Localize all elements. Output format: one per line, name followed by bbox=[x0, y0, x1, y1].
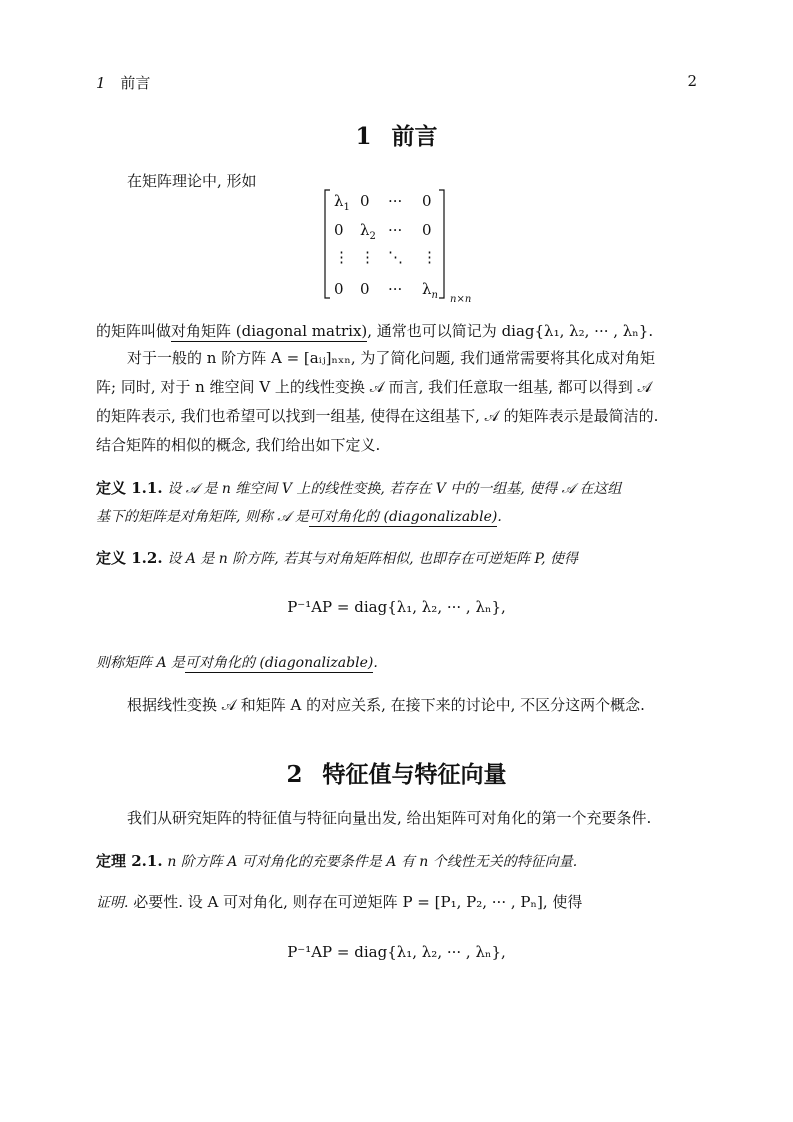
matrix-cell: 0 bbox=[422, 192, 432, 210]
matrix-cell: ··· bbox=[388, 280, 403, 298]
after-matrix-text-b: , 通常也可以简记为 diag{λ₁, λ₂, ··· , λₙ}. bbox=[367, 322, 654, 340]
definition-1-1-text-2: 基下的矩阵是对角矩阵, 则称 𝒜 是 bbox=[96, 509, 310, 525]
definition-1-1-text-end: . bbox=[497, 509, 502, 525]
definition-1-2-text-end: . bbox=[373, 655, 378, 671]
proof-label: 证明. bbox=[96, 895, 129, 911]
diag-matrix-definition-line bbox=[96, 320, 698, 341]
section-2-intro: 我们从研究矩阵的特征值与特征向量出发, 给出矩阵可对角化的第一个充要条件. bbox=[127, 809, 652, 827]
matrix-cell: ⋮ bbox=[360, 248, 375, 266]
theorem-2-1-label: 定理 2.1. bbox=[96, 852, 163, 870]
matrix-cell: ⋱ bbox=[388, 248, 403, 266]
matrix-cell: ⋮ bbox=[422, 248, 437, 266]
matrix-cell: $\lambda_1$ bbox=[334, 192, 350, 213]
matrix-cell: 0 bbox=[360, 192, 370, 210]
definition-1-2-label: 定义 1.2. bbox=[96, 549, 163, 567]
header-section-title: 前言 bbox=[120, 74, 151, 92]
section-1-intro: 在矩阵理论中, 形如 bbox=[127, 172, 257, 190]
definition-1-1-text-1: 设 𝒜 是 n 维空间 V 上的线性变换, 若存在 V 中的一组基, 使得 𝒜 在这组 bbox=[167, 481, 622, 497]
section-2-heading bbox=[0, 756, 793, 789]
section-1-number: 1 bbox=[355, 123, 372, 150]
matrix-cell: 0 bbox=[334, 280, 344, 298]
running-header-left bbox=[96, 72, 150, 93]
proof-text: 必要性. 设 A 可对角化, 则存在可逆矩阵 P = [P₁, P₂, ··· , Pₙ], 使得 bbox=[133, 893, 583, 911]
matrix-cell: 0 bbox=[360, 280, 370, 298]
diagonal-matrix bbox=[322, 188, 472, 306]
definition-1-2-line-1 bbox=[96, 547, 698, 568]
section-1-closing: 根据线性变换 𝒜 和矩阵 A 的对应关系, 在接下来的讨论中, 不区分这两个概念. bbox=[127, 696, 645, 714]
matrix-cell: $\lambda_n$ bbox=[422, 280, 438, 301]
definition-1-2-equation: P⁻¹AP = diag{λ₁, λ₂, ··· , λₙ}, bbox=[287, 598, 506, 616]
matrix-cell: ⋮ bbox=[334, 248, 349, 266]
matrix-cell: ··· bbox=[388, 192, 403, 210]
section-2-number: 2 bbox=[286, 761, 303, 788]
section-1-title: 前言 bbox=[391, 123, 438, 150]
matrix-cell: ··· bbox=[388, 221, 403, 239]
paragraph-2-line-2: 阵; 同时, 对于 n 维空间 V 上的线性变换 𝒜 而言, 我们任意取一组基, 都可以得到 𝒜 bbox=[96, 378, 652, 396]
term-diagonalizable-2: 可对角化的 (diagonalizable) bbox=[185, 655, 374, 671]
definition-1-1-line-2 bbox=[96, 506, 698, 526]
paragraph-2-line-3: 的矩阵表示, 我们也希望可以找到一组基, 使得在这组基下, 𝒜 的矩阵表示是最简洁的. bbox=[96, 407, 659, 425]
after-matrix-text-a: 的矩阵叫做 bbox=[96, 322, 172, 340]
definition-1-1-label: 定义 1.1. bbox=[96, 479, 163, 497]
term-diagonalizable-1: 可对角化的 (diagonalizable) bbox=[309, 509, 498, 525]
paragraph-2-line-4: 结合矩阵的相似的概念, 我们给出如下定义. bbox=[96, 436, 381, 454]
matrix-cell: 0 bbox=[422, 221, 432, 239]
page-number: 2 bbox=[687, 72, 697, 90]
theorem-2-1 bbox=[96, 850, 698, 871]
paragraph-2-line-1: 对于一般的 n 阶方阵 A = [aᵢⱼ]ₙₓₙ, 为了简化问题, 我们通常需要将其化成对角矩 bbox=[127, 349, 655, 367]
proof-line-1 bbox=[96, 891, 698, 912]
definition-1-1-line-1 bbox=[96, 477, 698, 498]
matrix-cell: 0 bbox=[334, 221, 344, 239]
matrix-size-subscript: n×n bbox=[450, 294, 472, 305]
proof-equation: P⁻¹AP = diag{λ₁, λ₂, ··· , λₙ}, bbox=[287, 943, 506, 961]
matrix-cell: $\lambda_2$ bbox=[360, 221, 376, 242]
definition-1-2-text-2: 则称矩阵 A 是 bbox=[96, 655, 186, 671]
section-1-heading bbox=[0, 118, 793, 151]
header-section-number: 1 bbox=[96, 74, 106, 92]
definition-1-2-line-2 bbox=[96, 652, 698, 672]
theorem-2-1-text: n 阶方阵 A 可对角化的充要条件是 A 有 n 个线性无关的特征向量. bbox=[167, 854, 578, 870]
section-2-title: 特征值与特征向量 bbox=[322, 761, 507, 788]
term-diagonal-matrix: 对角矩阵 (diagonal matrix) bbox=[171, 322, 368, 340]
definition-1-2-text-1: 设 A 是 n 阶方阵, 若其与对角矩阵相似, 也即存在可逆矩阵 P, 使得 bbox=[167, 551, 578, 567]
